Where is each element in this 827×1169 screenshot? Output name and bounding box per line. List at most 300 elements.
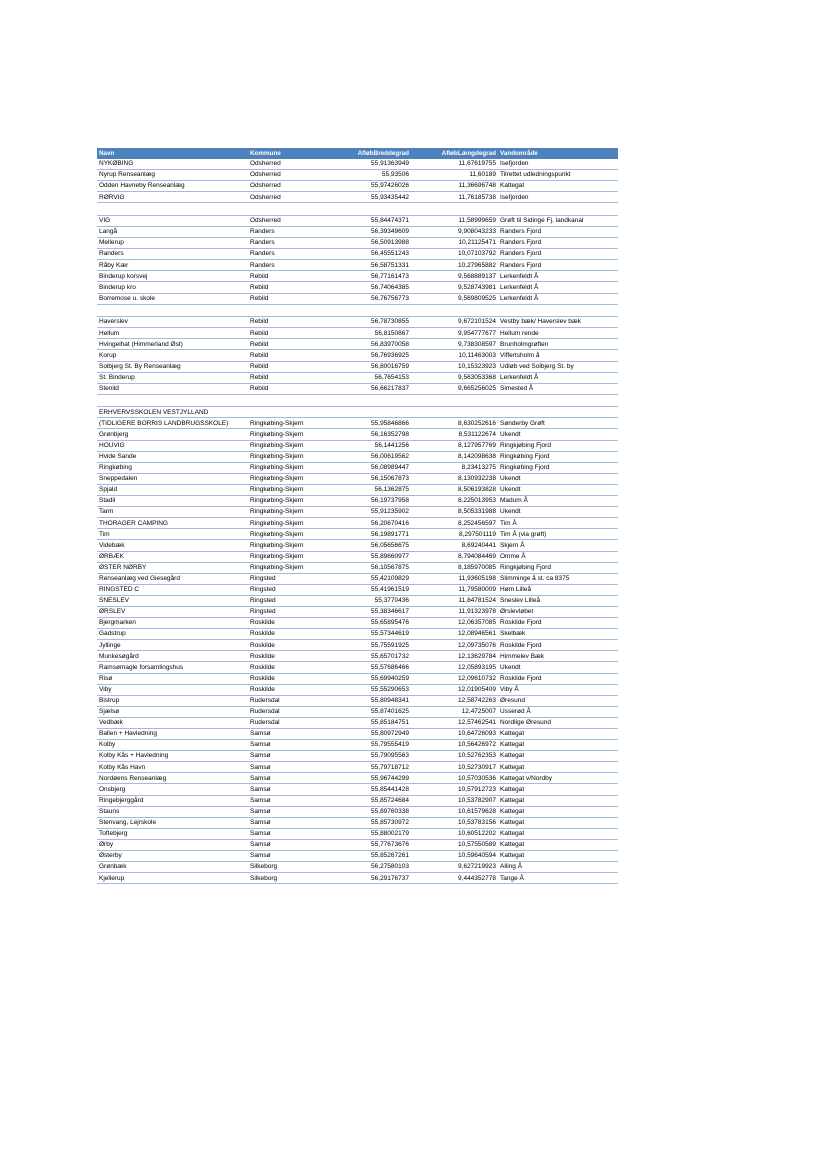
cell-laengdegrad: 9,908043233 [411,226,498,237]
cell-laengdegrad: 10,21125471 [411,238,498,249]
cell-vandomraade: Omme Å [498,551,618,562]
cell-navn: RINGSTED C [97,584,248,595]
cell-laengdegrad: 11,84781524 [411,595,498,606]
table-row [97,806,618,817]
table-row [97,606,618,617]
cell-navn: Spjald [97,484,248,495]
cell-laengdegrad: 10,57550589 [411,839,498,850]
cell-navn: Ballen + Havledning [97,729,248,740]
cell-laengdegrad: 10,61579628 [411,806,498,817]
cell-navn: Randers [97,249,248,260]
cell-navn: St. Binderup [97,372,248,383]
cell-vandomraade: Slimminge å st. ca 8375 [498,573,618,584]
cell-breddegrad: 55,88002179 [328,828,411,839]
cell-vandomraade: Ukendt [498,507,618,518]
cell-kommune [248,394,328,407]
table-row [97,717,618,728]
table-row [97,429,618,440]
cell-kommune: Odsherred [248,159,328,170]
cell-laengdegrad: 8,531122674 [411,429,498,440]
cell-vandomraade: Kattegat [498,851,618,862]
table-row [97,862,618,873]
cell-kommune: Rudersdal [248,695,328,706]
table-row [97,873,618,884]
cell-vandomraade: Høm Lilleå [498,584,618,595]
cell-vandomraade: Kattegat [498,740,618,751]
table-row [97,839,618,850]
cell-breddegrad [328,394,411,407]
cell-navn: Viby [97,684,248,695]
cell-kommune: Samsø [248,740,328,751]
cell-navn: (TIDLIGERE BORRIS LANDBRUGSSKOLE) [97,418,248,429]
cell-navn: Ramsømagle forsamlingshus [97,662,248,673]
cell-kommune: Randers [248,249,328,260]
cell-breddegrad: 55,80948341 [328,695,411,706]
cell-navn: Tim [97,529,248,540]
cell-navn: Bistrup [97,695,248,706]
cell-navn: Onsbjerg [97,784,248,795]
cell-vandomraade: Randers Fjord [498,260,618,271]
cell-laengdegrad: 11,93605198 [411,573,498,584]
cell-laengdegrad: 12,58742263 [411,695,498,706]
header-kommune: Kommune [248,148,328,159]
cell-kommune: Ringsted [248,606,328,617]
table-row [97,729,618,740]
cell-navn: Haverslev [97,317,248,328]
cell-navn: SNESLEV [97,595,248,606]
cell-breddegrad: 55,55290653 [328,684,411,695]
cell-laengdegrad: 8,252456597 [411,518,498,529]
cell-kommune: Rebild [248,328,328,339]
table-row [97,651,618,662]
cell-laengdegrad: 12,01905409 [411,684,498,695]
cell-laengdegrad: 12,57462541 [411,717,498,728]
cell-navn: Kjellerup [97,873,248,884]
cell-navn: Renseanlæg ved Giesegård [97,573,248,584]
cell-laengdegrad: 12,09735076 [411,640,498,651]
cell-breddegrad: 55,80972949 [328,729,411,740]
cell-laengdegrad: 11,91323978 [411,606,498,617]
cell-breddegrad: 56,05656675 [328,540,411,551]
table-row [97,529,618,540]
cell-breddegrad: 55,65895476 [328,618,411,629]
cell-breddegrad: 55,91235902 [328,507,411,518]
cell-breddegrad: 56,27580103 [328,862,411,873]
cell-breddegrad: 55,97426026 [328,181,411,192]
cell-breddegrad: 56,74064385 [328,282,411,293]
cell-navn: Ørby [97,839,248,850]
cell-laengdegrad: 9,627219923 [411,862,498,873]
cell-kommune: Ringsted [248,584,328,595]
cell-kommune: Rebild [248,372,328,383]
table-row [97,828,618,839]
cell-navn: Toftebjerg [97,828,248,839]
table-row [97,595,618,606]
cell-breddegrad: 55,41961519 [328,584,411,595]
cell-laengdegrad: 9,444352778 [411,873,498,884]
cell-kommune: Samsø [248,851,328,862]
cell-navn: Langå [97,226,248,237]
cell-vandomraade: Ukendt [498,484,618,495]
cell-breddegrad: 56,50913988 [328,238,411,249]
cell-kommune: Rebild [248,383,328,394]
table-row [97,215,618,226]
cell-kommune: Samsø [248,839,328,850]
cell-kommune: Randers [248,226,328,237]
cell-laengdegrad: 10,56426972 [411,740,498,751]
table-row [97,328,618,339]
cell-kommune: Silkeborg [248,873,328,884]
cell-laengdegrad: 9,954777677 [411,328,498,339]
cell-laengdegrad: 8,297501119 [411,529,498,540]
cell-kommune: Odsherred [248,181,328,192]
cell-laengdegrad [411,394,498,407]
cell-navn: RØRVIG [97,192,248,203]
cell-navn [97,203,248,216]
table-row [97,573,618,584]
cell-navn: NYKØBING [97,159,248,170]
cell-vandomraade: Kattegat v/Nordby [498,773,618,784]
cell-laengdegrad: 8,69240441 [411,540,498,551]
cell-navn: Sjælsø [97,706,248,717]
cell-kommune: Rebild [248,350,328,361]
cell-laengdegrad: 11,67619755 [411,159,498,170]
table-row [97,282,618,293]
cell-breddegrad: 56,7654153 [328,372,411,383]
cell-breddegrad: 56,00619562 [328,451,411,462]
cell-navn: Solbjerg St. By Renseanlæg [97,361,248,372]
cell-breddegrad: 55,57686466 [328,662,411,673]
table-row [97,684,618,695]
cell-navn: Borremose u. skole [97,293,248,304]
cell-kommune: Samsø [248,784,328,795]
cell-kommune: Randers [248,260,328,271]
table-row [97,751,618,762]
cell-vandomraade: Alling Å [498,862,618,873]
cell-kommune: Odsherred [248,215,328,226]
cell-vandomraade [498,203,618,216]
cell-laengdegrad: 8,127957769 [411,440,498,451]
cell-breddegrad: 55,75591925 [328,640,411,651]
cell-breddegrad: 55,95846866 [328,418,411,429]
cell-kommune: Ringkøbing-Skjern [248,429,328,440]
header-vandomraade: Vandområde [498,148,618,159]
cell-vandomraade: Kattegat [498,784,618,795]
cell-vandomraade: Øresund [498,695,618,706]
table-row [97,629,618,640]
cell-vandomraade: Ukendt [498,473,618,484]
cell-laengdegrad [411,407,498,418]
cell-navn: Stenild [97,383,248,394]
cell-kommune: Roskilde [248,640,328,651]
cell-navn: Stenvang, Lejrskole [97,817,248,828]
cell-vandomraade [498,394,618,407]
table-row [97,317,618,328]
cell-breddegrad: 56,77161473 [328,271,411,282]
table-row [97,249,618,260]
header-afloeb-laengdegrad: AfløbLængdegrad [411,148,498,159]
cell-breddegrad: 55,85441428 [328,784,411,795]
cell-vandomraade: Grøft til Sidinge Fj. landkanal [498,215,618,226]
table-row [97,851,618,862]
cell-kommune: Rebild [248,361,328,372]
table-row [97,640,618,651]
cell-breddegrad: 56,1362875 [328,484,411,495]
cell-kommune: Samsø [248,762,328,773]
cell-navn: VIG [97,215,248,226]
table-row [97,496,618,507]
cell-breddegrad: 55,65701732 [328,651,411,662]
cell-vandomraade: Roskilde Fjord [498,618,618,629]
cell-laengdegrad: 10,64726093 [411,729,498,740]
table-body [97,159,618,884]
table-row [97,304,618,317]
cell-laengdegrad: 10,57912723 [411,784,498,795]
cell-laengdegrad: 10,07103792 [411,249,498,260]
cell-navn: Korup [97,350,248,361]
table-row [97,817,618,828]
cell-vandomraade: Lerkenfeldt Å [498,293,618,304]
cell-breddegrad: 56,83970058 [328,339,411,350]
cell-navn: Hvingelhat (Himmerland Øst) [97,339,248,350]
cell-laengdegrad: 10,53782907 [411,795,498,806]
cell-laengdegrad: 12,05893195 [411,662,498,673]
cell-navn: HOUVIG [97,440,248,451]
cell-navn: Ringebjerggård [97,795,248,806]
cell-laengdegrad: 11,76185738 [411,192,498,203]
table-row [97,618,618,629]
cell-breddegrad: 55,79718712 [328,762,411,773]
cell-laengdegrad: 8,505331988 [411,507,498,518]
table-row [97,271,618,282]
cell-navn: ØSTER NØRBY [97,562,248,573]
cell-laengdegrad: 10,15323923 [411,361,498,372]
cell-kommune: Samsø [248,751,328,762]
cell-vandomraade: Tange Å [498,873,618,884]
cell-vandomraade [498,304,618,317]
cell-navn: Stadil [97,496,248,507]
cell-navn [97,304,248,317]
table-row [97,673,618,684]
table-row [97,350,618,361]
cell-breddegrad [328,407,411,418]
cell-navn: Kolby [97,740,248,751]
table-row [97,407,618,418]
cell-vandomraade: Roskilde Fjord [498,640,618,651]
cell-kommune: Roskilde [248,618,328,629]
cell-vandomraade: Kattegat [498,839,618,850]
cell-navn: Nordøens Renseanlæg [97,773,248,784]
cell-breddegrad: 56,66217837 [328,383,411,394]
cell-laengdegrad: 9,569809525 [411,293,498,304]
cell-breddegrad: 55,3770436 [328,595,411,606]
cell-navn: Munkesøgård [97,651,248,662]
cell-breddegrad: 56,19891771 [328,529,411,540]
cell-breddegrad: 55,89660977 [328,551,411,562]
table-row [97,440,618,451]
cell-breddegrad: 56,08989447 [328,462,411,473]
cell-navn: Stauns [97,806,248,817]
cell-breddegrad: 55,84474371 [328,215,411,226]
cell-breddegrad: 55,89760338 [328,806,411,817]
cell-kommune: Samsø [248,817,328,828]
spreadsheet-table-container [97,148,618,884]
cell-vandomraade: Hellum rende [498,328,618,339]
cell-laengdegrad: 8,225013953 [411,496,498,507]
cell-navn [97,394,248,407]
cell-breddegrad: 55,79095563 [328,751,411,762]
cell-vandomraade: Randers Fjord [498,238,618,249]
cell-vandomraade: Ørslevløbet [498,606,618,617]
cell-kommune: Ringkøbing-Skjern [248,507,328,518]
cell-vandomraade: Skelbæk [498,629,618,640]
cell-kommune: Ringkøbing-Skjern [248,496,328,507]
cell-laengdegrad: 9,672101524 [411,317,498,328]
cell-vandomraade: Kattegat [498,828,618,839]
cell-laengdegrad: 10,59640594 [411,851,498,862]
cell-kommune: Randers [248,238,328,249]
cell-breddegrad: 56,78730855 [328,317,411,328]
cell-kommune: Ringsted [248,595,328,606]
cell-kommune [248,304,328,317]
cell-navn: THORAGER CAMPING [97,518,248,529]
cell-kommune: Samsø [248,773,328,784]
cell-vandomraade: Usserød Å [498,706,618,717]
cell-navn: Vedbæk [97,717,248,728]
header-navn: Navn [97,148,248,159]
cell-navn: Hellum [97,328,248,339]
cell-vandomraade: Tim Å (via grøft) [498,529,618,540]
cell-laengdegrad: 12,08946561 [411,629,498,640]
cell-vandomraade: Kattegat [498,181,618,192]
cell-navn: Kolby Kås Havn [97,762,248,773]
cell-kommune [248,407,328,418]
cell-breddegrad: 56,76756773 [328,293,411,304]
cell-breddegrad: 55,85724684 [328,795,411,806]
table-row [97,795,618,806]
table-row [97,293,618,304]
cell-laengdegrad: 11,79580009 [411,584,498,595]
cell-breddegrad: 56,45551243 [328,249,411,260]
cell-vandomraade: Tim Å [498,518,618,529]
table-row [97,451,618,462]
cell-vandomraade: Skjern Å [498,540,618,551]
cell-laengdegrad: 9,528743981 [411,282,498,293]
cell-vandomraade: Kattegat [498,762,618,773]
cell-breddegrad: 55,93435442 [328,192,411,203]
cell-laengdegrad: 10,52730917 [411,762,498,773]
cell-breddegrad: 56,76936925 [328,350,411,361]
cell-kommune: Rudersdal [248,717,328,728]
table-row [97,551,618,562]
cell-vandomraade: Ringkjøbing Fjord [498,562,618,573]
cell-navn: Ringkøbing [97,462,248,473]
cell-vandomraade: Isefjorden [498,192,618,203]
cell-navn: ØRBÆK [97,551,248,562]
cell-breddegrad: 56,39349609 [328,226,411,237]
table-row [97,740,618,751]
cell-kommune: Ringkøbing-Skjern [248,562,328,573]
cell-kommune: Roskilde [248,673,328,684]
cell-navn: Jyllinge [97,640,248,651]
cell-kommune: Ringkøbing-Skjern [248,440,328,451]
cell-laengdegrad: 9,563053368 [411,372,498,383]
cell-breddegrad: 55,87401625 [328,706,411,717]
table-row [97,383,618,394]
cell-laengdegrad: 10,57030536 [411,773,498,784]
cell-vandomraade: Udløb ved Solbjerg St. by [498,361,618,372]
cell-kommune: Ringkøbing-Skjern [248,518,328,529]
cell-breddegrad: 55,77673676 [328,839,411,850]
cell-vandomraade: Kattegat [498,806,618,817]
cell-breddegrad: 56,10567875 [328,562,411,573]
table-row [97,784,618,795]
cell-vandomraade: Madum Å [498,496,618,507]
cell-vandomraade: Viby Å [498,684,618,695]
cell-laengdegrad: 11,58999659 [411,215,498,226]
table-row [97,773,618,784]
table-row [97,695,618,706]
cell-vandomraade: Ukendt [498,662,618,673]
table-row [97,518,618,529]
cell-vandomraade: Ukendt [498,429,618,440]
table-row [97,562,618,573]
cell-kommune: Samsø [248,828,328,839]
cell-laengdegrad: 9,738308597 [411,339,498,350]
cell-kommune: Odsherred [248,170,328,181]
cell-kommune: Roskilde [248,662,328,673]
cell-kommune: Ringsted [248,573,328,584]
cell-vandomraade: Randers Fjord [498,226,618,237]
table-row [97,372,618,383]
cell-kommune: Ringkøbing-Skjern [248,462,328,473]
cell-navn: Hvide Sande [97,451,248,462]
cell-kommune: Ringkøbing-Skjern [248,451,328,462]
cell-laengdegrad: 8,506193828 [411,484,498,495]
cell-kommune: Odsherred [248,192,328,203]
cell-kommune: Rebild [248,293,328,304]
cell-breddegrad: 55,38346617 [328,606,411,617]
cell-navn: Binderup korsvej [97,271,248,282]
cell-vandomraade: Tilrettet udledningspunkt [498,170,618,181]
cell-laengdegrad: 11,60189 [411,170,498,181]
table-row [97,192,618,203]
cell-vandomraade: Lerkenfeldt Å [498,282,618,293]
cell-navn: Kolby Kås + Havledning [97,751,248,762]
cell-kommune [248,203,328,216]
table-row [97,418,618,429]
cell-breddegrad: 55,85184751 [328,717,411,728]
cell-breddegrad: 56,20670416 [328,518,411,529]
cell-vandomraade: Viffertsholm å [498,350,618,361]
cell-navn: Bjergmarken [97,618,248,629]
table-row [97,203,618,216]
cell-breddegrad: 55,85267261 [328,851,411,862]
cell-laengdegrad: 8,630252616 [411,418,498,429]
cell-navn: Videbæk [97,540,248,551]
cell-laengdegrad: 12,09610732 [411,673,498,684]
cell-navn: Grønbjerg [97,429,248,440]
cell-navn: Grønbæk [97,862,248,873]
cell-navn: Østerby [97,851,248,862]
cell-breddegrad: 55,42109829 [328,573,411,584]
cell-kommune: Samsø [248,806,328,817]
cell-laengdegrad: 8,794084469 [411,551,498,562]
cell-kommune: Rebild [248,339,328,350]
cell-kommune: Rebild [248,271,328,282]
cell-kommune: Rudersdal [248,706,328,717]
cell-kommune: Roskilde [248,651,328,662]
